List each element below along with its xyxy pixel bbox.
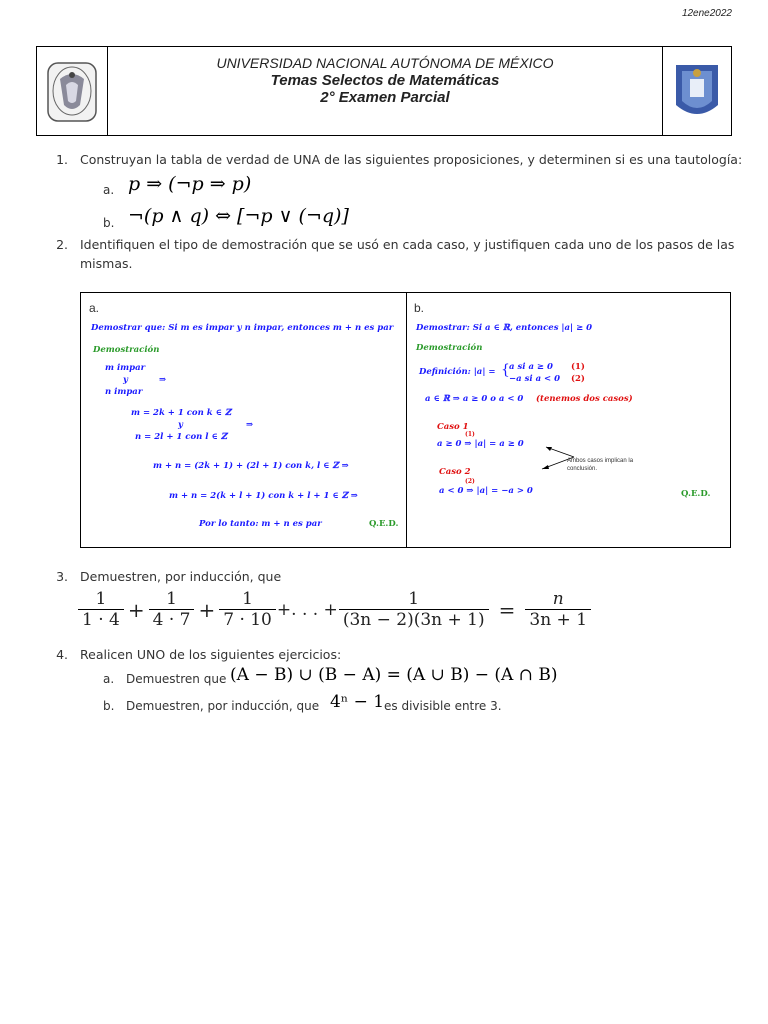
date-stamp: 12ene2022 (681, 8, 732, 19)
proof-b-case-2-expr: a < 0 ⇒ |a| = −a > 0 (439, 486, 533, 496)
proof-a-line-4: m = 2k + 1 con k ∈ ℤ (131, 408, 232, 418)
q4-b-label: b. (103, 699, 115, 713)
question-1-text: Construyan la tabla de verdad de UNA de las siguientes proposiciones, y determinen si es una tautología: (80, 152, 743, 167)
proof-b-def-2: −a si a < 0 (509, 374, 561, 384)
q1-a-expression: p ⇒ (¬p ⇒ p) (128, 173, 252, 195)
q4-b-expression: 4ⁿ − 1 (330, 692, 385, 712)
induction-formula: $\frac{1}{1 \cdot 4}$ + $\frac{1}{4 \cdot 7}$ + $\frac{1}{7 \cdot 10}$ +. . . + $\frac{1}{(3n - 2)(3n + 1)}$ = $\frac{n}{3n + 1}$ (78, 589, 591, 630)
result: $\frac{n}{3n + 1}$ (525, 589, 591, 630)
term-3: $\frac{1}{7 \cdot 10}$ (219, 589, 276, 630)
question-3-text: Demuestren, por inducción, que (80, 569, 282, 584)
proof-a-arrow-2: ⇒ (246, 420, 254, 430)
proof-a-line-2: y (123, 375, 128, 385)
proof-b-cases-note: (tenemos dos casos) (536, 394, 633, 404)
exam-name: 2° Examen Parcial (320, 89, 450, 106)
question-1-number: 1. (56, 152, 68, 167)
course-name: Temas Selectos de Matemáticas (270, 72, 500, 89)
question-2-text: Identifiquen el tipo de demostración que se usó en cada caso, y justifiquen cada uno de los pasos de las mismas. (80, 237, 735, 271)
exam-header (36, 46, 732, 136)
term-2: $\frac{1}{4 \cdot 7}$ (149, 589, 195, 630)
term-1: $\frac{1}{1 \cdot 4}$ (78, 589, 124, 630)
q4-b-tail: es divisible entre 3. (384, 699, 502, 713)
question-3-number: 3. (56, 569, 68, 584)
proof-b-note: Ambos casos implican la conclusión. (567, 458, 634, 472)
proof-a-line-9: Por lo tanto: m + n es par (199, 519, 322, 529)
header-title-block (109, 55, 661, 106)
proof-b-case-1-expr: a ≥ 0 ⇒ |a| = a ≥ 0 (437, 439, 524, 449)
proof-a-demo-heading: Demostración (93, 345, 160, 355)
proof-a-goal: Demostrar que: Si m es impar y n impar, entonces m + n es par (91, 323, 394, 333)
proof-a-line-3: n impar (105, 387, 143, 397)
question-4-text: Realicen UNO de los siguientes ejercicios: (80, 647, 342, 662)
university-name: UNIVERSIDAD NACIONAL AUTÓNOMA DE MÉXICO (216, 55, 554, 71)
q1-b-label: b. (103, 216, 115, 230)
proof-b-case-1-ref: (1) (465, 431, 475, 438)
proofs-box (80, 292, 731, 548)
term-n: $\frac{1}{(3n - 2)(3n + 1)}$ (339, 589, 489, 630)
proof-a-line-8: m + n = 2(k + l + 1) con k + l + 1 ∈ ℤ ⇒ (169, 491, 358, 501)
proof-a-line-7: m + n = (2k + 1) + (2l + 1) con k, l ∈ ℤ ⇒ (153, 461, 349, 471)
faculty-logo-cell (662, 47, 731, 135)
proof-a-arrow-1: ⇒ (159, 375, 167, 385)
proof-b-case-2: Caso 2 (439, 467, 471, 477)
question-2-number: 2. (56, 237, 68, 252)
proof-a-line-5: y (178, 420, 183, 430)
proof-b-goal: Demostrar: Si a ∈ ℝ, entonces |a| ≥ 0 (416, 323, 593, 333)
q4-b-text: Demuestren, por inducción, que (126, 699, 320, 713)
proof-b-def-1: a si a ≥ 0 (509, 362, 553, 372)
q4-a-expression: (A − B) ∪ (B − A) = (A ∪ B) − (A ∩ B) (230, 665, 558, 685)
proof-a-qed: Q.E.D. (369, 519, 399, 529)
proof-b-label: b. (414, 301, 425, 315)
proof-b-def-1-ref: (1) (571, 362, 585, 372)
proof-b-definition-label: Definición: |a| = (419, 367, 496, 377)
unam-logo-cell (37, 47, 108, 135)
question-4-number: 4. (56, 647, 68, 662)
ellipsis: +. . . + (276, 599, 338, 620)
proof-b-demo-heading: Demostración (416, 343, 483, 353)
proof-b-cases: a ∈ ℝ ⇒ a ≥ 0 o a < 0 (425, 394, 524, 404)
q1-a-label: a. (103, 183, 115, 197)
proofs-divider (406, 293, 407, 547)
proof-b-qed: Q.E.D. (681, 489, 711, 499)
unam-shield-logo (46, 61, 98, 123)
q4-a-text: Demuestren que (126, 672, 227, 686)
proof-b-case-1: Caso 1 (437, 422, 469, 432)
proof-a-line-6: n = 2l + 1 con l ∈ ℤ (135, 432, 227, 442)
q4-a-label: a. (103, 672, 115, 686)
proof-b-def-2-ref: (2) (571, 374, 585, 384)
faculty-emblem-logo (672, 59, 722, 125)
proof-b-brace: { (501, 362, 510, 378)
proof-b-case-2-ref: (2) (465, 478, 475, 485)
proof-a-label: a. (89, 301, 100, 315)
q1-b-expression: ¬(p ∧ q) ⇔ [¬p ∨ (¬q)] (128, 205, 349, 227)
proof-a-line-1: m impar (105, 363, 146, 373)
